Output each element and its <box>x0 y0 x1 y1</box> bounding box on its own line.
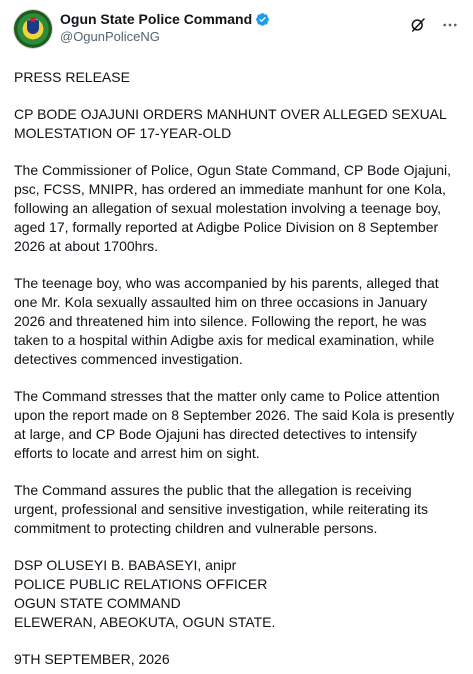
paragraph-1: The Commissioner of Police, Ogun State Command, CP Bode Ojajuni, psc, FCSS, MNIPR, has ordered an immediate manhunt for one Kola, following an allegation of sexual molestation involving a teenage boy, aged 17, formally reported at Adigbe Police Division on 8 September 2026 at about 1700hrs. <box>14 162 452 254</box>
header-actions <box>409 10 459 34</box>
author-name-row <box>60 10 409 28</box>
signature-title: POLICE PUBLIC RELATIONS OFFICER <box>14 576 268 592</box>
more-dots-icon[interactable] <box>441 16 459 34</box>
press-release-label: PRESS RELEASE <box>14 69 130 85</box>
signature-command: OGUN STATE COMMAND <box>14 595 181 611</box>
release-date: 9TH SEPTEMBER, 2026 <box>14 651 170 667</box>
paragraph-4: The Command assures the public that the allegation is receiving urgent, professional and sensitive investigation, while reiterating its commitment to protecting children and vulnerable persons. <box>14 482 429 536</box>
post-text <box>14 68 459 669</box>
verified-badge-icon <box>255 12 270 27</box>
police-crest-icon[interactable] <box>14 10 52 48</box>
author-identity <box>60 10 409 46</box>
author-name[interactable]: Ogun State Police Command <box>60 11 253 27</box>
signature-address: ELEWERAN, ABEOKUTA, OGUN STATE. <box>14 614 276 630</box>
grok-icon[interactable] <box>409 16 427 34</box>
author-handle[interactable]: @OgunPoliceNG <box>60 29 160 44</box>
paragraph-2: The teenage boy, who was accompanied by his parents, alleged that one Mr. Kola sexually assaulted him on three occasions in January 2026 and threatened him into silence. Following the report, he was taken to a hospital within Adigbe axis for medical examination, while detectives commenced investigation. <box>14 275 439 367</box>
post-header <box>14 10 459 54</box>
headline: CP BODE OJAJUNI ORDERS MANHUNT OVER ALLEGED SEXUAL MOLESTATION OF 17-YEAR-OLD <box>14 106 447 141</box>
signature-name: DSP OLUSEYI B. BABASEYI, anipr <box>14 557 237 573</box>
paragraph-3: The Command stresses that the matter only came to Police attention upon the report made on 8 September 2026. The said Kola is presently at large, and CP Bode Ojajuni has directed detectives to intensify efforts to locate and arrest him on sight. <box>14 388 455 461</box>
